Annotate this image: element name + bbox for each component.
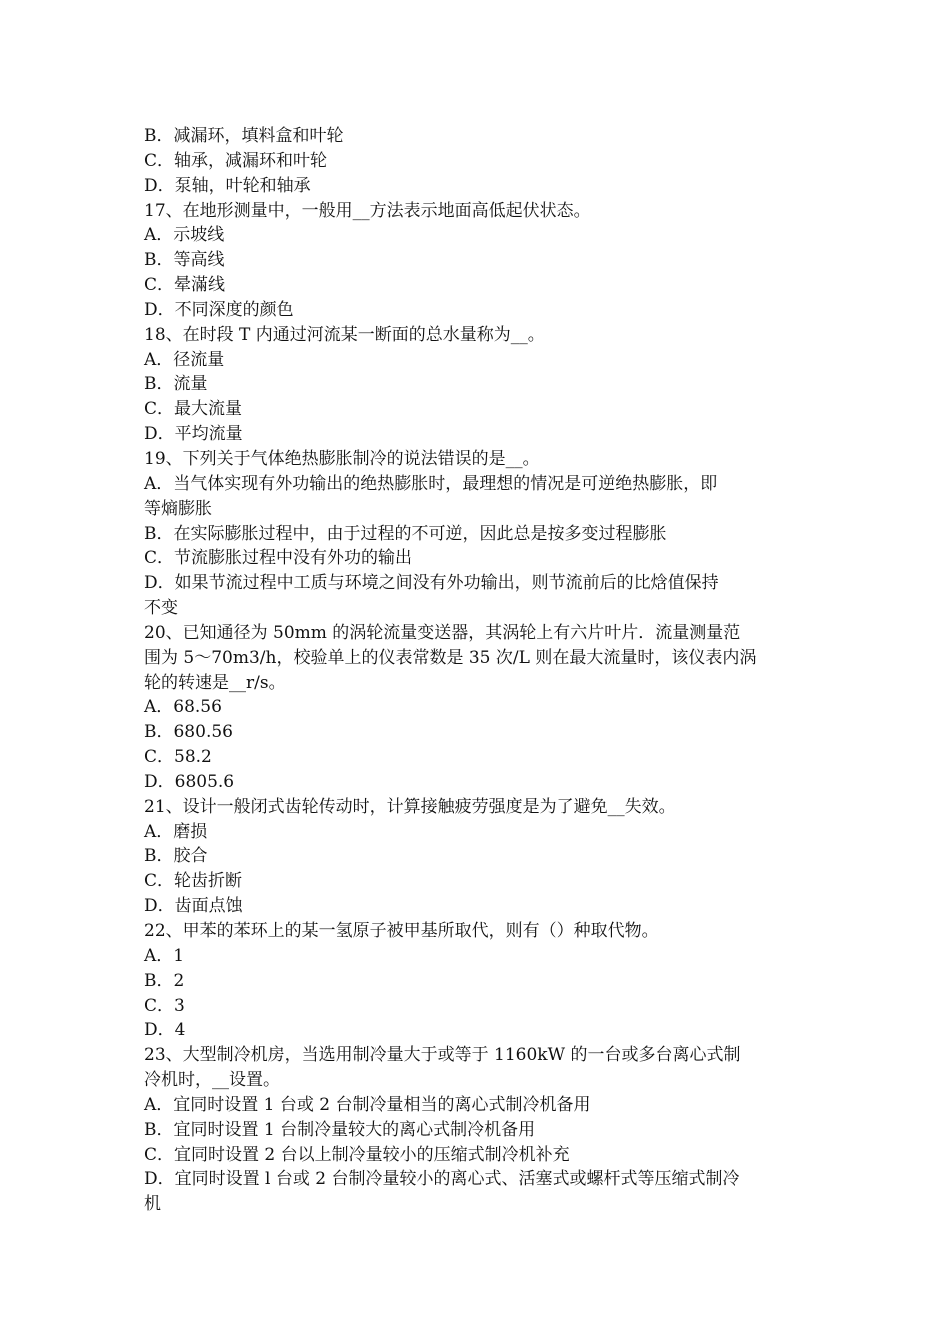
option-c-q20: C．58.2 (144, 747, 212, 768)
question-23-line2: 冷机时，__设置。 (144, 1070, 280, 1091)
option-c-q16: C．轴承，减漏环和叶轮 (144, 150, 328, 171)
option-a-q19-line1: A．当气体实现有外功输出的绝热膨胀时，最理想的情况是可逆绝热膨胀，即 (144, 473, 718, 494)
option-b-q17: B．等高线 (144, 250, 225, 271)
question-22: 22、甲苯的苯环上的某一氢原子被甲基所取代，则有（）种取代物。 (144, 921, 659, 941)
option-b-q19: B．在实际膨胀过程中，由于过程的不可逆，因此总是按多变过程膨胀 (144, 523, 667, 544)
option-a-q18: A．径流量 (144, 349, 225, 370)
option-d-q19-line1: D．如果节流过程中工质与环境之间没有外功输出，则节流前后的比焓值保持 (144, 573, 719, 594)
option-c-q21: C．轮齿折断 (144, 871, 243, 892)
option-a-q20: A．68.56 (144, 697, 222, 718)
option-d-q22: D．4 (144, 1020, 186, 1041)
option-d-q20: D．6805.6 (144, 771, 235, 792)
option-d-q16: D．泵轴，叶轮和轴承 (144, 175, 311, 196)
option-d-q17: D．不同深度的颜色 (144, 299, 294, 320)
option-c-q19: C．节流膨胀过程中没有外功的输出 (144, 548, 413, 569)
option-b-q22: B．2 (144, 970, 185, 991)
option-b-q23: B．宜同时设置 1 台制冷量较大的离心式制冷机备用 (144, 1119, 536, 1140)
question-18: 18、在时段 T 内通过河流某一断面的总水量称为__。 (144, 324, 545, 345)
question-23-line1: 23、大型制冷机房，当选用制冷量大于或等于 1160kW 的一台或多台离心式制 (144, 1045, 741, 1066)
question-20-line1: 20、已知通径为 50mm 的涡轮流量变送器，其涡轮上有六片叶片．流量测量范 (144, 622, 741, 643)
option-b-q20: B．680.56 (144, 722, 233, 743)
option-a-q22: A．1 (144, 945, 185, 966)
option-d-q19-line2: 不变 (144, 598, 178, 619)
option-c-q23: C．宜同时设置 2 台以上制冷量较小的压缩式制冷机补充 (144, 1144, 570, 1165)
option-c-q17: C．晕滿线 (144, 275, 226, 296)
question-20-line3: 轮的转速是__r/s。 (144, 672, 286, 693)
option-a-q17: A．示坡线 (144, 225, 225, 246)
option-a-q23: A．宜同时设置 1 台或 2 台制冷量相当的离心式制冷机备用 (144, 1094, 591, 1115)
option-d-q23-line1: D．宜同时设置 l 台或 2 台制冷量较小的离心式、活塞式或螺杆式等压缩式制冷 (144, 1169, 740, 1190)
option-d-q21: D．齿面点蚀 (144, 896, 243, 917)
document-page (144, 124, 814, 1217)
option-a-q21: A．磨损 (144, 821, 208, 842)
question-19: 19、下列关于气体绝热膨胀制冷的说法错误的是__。 (144, 448, 540, 469)
option-d-q23-line2: 机 (144, 1194, 161, 1215)
question-17: 17、在地形测量中，一般用__方法表示地面高低起伏状态。 (144, 200, 591, 221)
option-b-q18: B．流量 (144, 374, 208, 395)
option-c-q22: C．3 (144, 995, 185, 1016)
question-21: 21、设计一般闭式齿轮传动时，计算接触疲劳强度是为了避免__失效。 (144, 796, 676, 817)
option-c-q18: C．最大流量 (144, 399, 243, 420)
option-a-q19-line2: 等熵膨胀 (144, 498, 212, 519)
option-b-q21: B．胶合 (144, 846, 208, 867)
option-b-q16: B．减漏环，填料盒和叶轮 (144, 126, 344, 146)
option-d-q18: D．平均流量 (144, 424, 243, 445)
question-20-line2: 围为 5～70m3/h，校验单上的仪表常数是 35 次/L 则在最大流量时，该仪表内涡 (144, 647, 757, 668)
